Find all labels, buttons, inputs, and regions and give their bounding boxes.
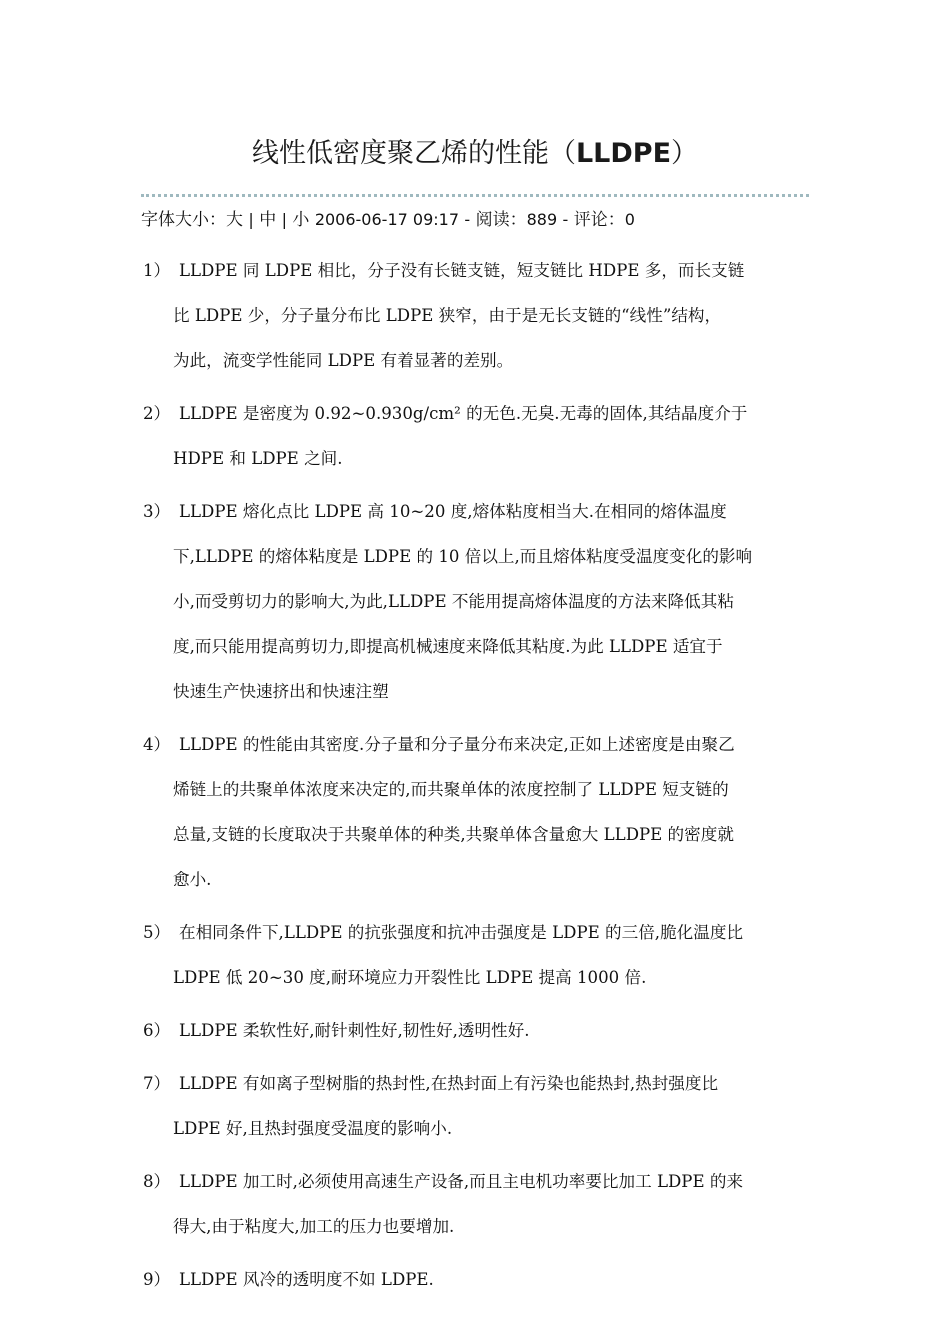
reads-count: 889 [526,210,558,229]
list-item-line: LLDPE 的性能由其密度.分子量和分子量分布来决定,正如上述密度是由聚乙 [179,735,735,754]
reads-label: 阅读： [475,210,527,230]
list-item-line: LLDPE 是密度为 0.92~0.930g/cm² 的无色.无臭.无毒的固体,其结晶度介于 [179,404,748,423]
list-item-line: 度,而只能用提高剪切力,即提高机械速度来降低其粘度.为此 LLDPE 适宜于 [173,637,723,656]
meta-dash: - [562,210,569,229]
list-item-number: 8） [143,1172,171,1191]
list-item-line: LLDPE 有如离子型树脂的热封性,在热封面上有污染也能热封,热封强度比 [179,1074,719,1093]
article-meta [141,206,635,234]
property-list [141,248,813,1310]
list-item-line: LLDPE 同 LDPE 相比，分子没有长链支链，短支链比 HDPE 多，而长支链 [179,261,745,280]
font-size-large-link[interactable]: 大 [226,210,243,230]
list-item-line: 烯链上的共聚单体浓度来决定的,而共聚单体的浓度控制了 LLDPE 短支链的 [173,780,729,799]
title-divider [141,194,809,197]
list-item-number: 7） [143,1074,171,1093]
list-item-number: 9） [143,1270,171,1289]
meta-separator: | [281,210,287,229]
list-item-number: 5） [143,923,171,942]
list-item [141,722,813,902]
list-item-line: LLDPE 熔化点比 LDPE 高 10~20 度,熔体粘度相当大.在相同的熔体温度 [179,502,727,521]
comments-label: 评论： [573,210,625,230]
list-item [141,1257,813,1302]
page-title [0,134,950,174]
font-size-small-link[interactable]: 小 [292,210,310,230]
meta-separator: | [248,210,254,229]
comments-count: 0 [624,210,635,229]
list-item-number: 2） [143,404,171,423]
list-item-number: 1） [143,261,171,280]
list-item-line: 小,而受剪切力的影响大,为此,LLDPE 不能用提高熔体温度的方法来降低其粘 [173,592,734,611]
title-close-paren: ） [671,138,699,169]
list-item-line: 为此，流变学性能同 LDPE 有着显著的差别。 [173,351,514,370]
list-item-line: 在相同条件下,LLDPE 的抗张强度和抗冲击强度是 LDPE 的三倍,脆化温度比 [179,923,744,942]
list-item [141,1008,813,1053]
list-item-number: 4） [143,735,171,754]
list-item-line: 下,LLDPE 的熔体粘度是 LDPE 的 10 倍以上,而且熔体粘度受温度变化的影响 [173,547,753,566]
list-item-line: 快速生产快速挤出和快速注塑 [173,682,389,701]
list-item-line: 愈小. [173,870,212,889]
list-item [141,391,813,481]
list-item-number: 3） [143,502,171,521]
list-item-line: LLDPE 柔软性好,耐针刺性好,韧性好,透明性好. [179,1021,530,1040]
list-item-line: 比 LDPE 少，分子量分布比 LDPE 狭窄，由于是无长支链的“线性”结构， [173,306,722,325]
list-item [141,1159,813,1249]
list-item-line: 得大,由于粘度大,加工的压力也要增加. [173,1217,455,1236]
list-item-number: 6） [143,1021,171,1040]
list-item-line: LDPE 低 20~30 度,耐环境应力开裂性比 LDPE 提高 1000 倍. [173,968,647,987]
list-item-line: LDPE 好,且热封强度受温度的影响小. [173,1119,453,1138]
font-size-medium-link[interactable]: 中 [259,210,277,230]
list-item [141,489,813,714]
title-latin: LLDPE [575,138,672,169]
list-item-line: LLDPE 加工时,必须使用高速生产设备,而且主电机功率要比加工 LDPE 的来 [179,1172,744,1191]
meta-dash: - [464,210,471,229]
list-item-line: HDPE 和 LDPE 之间. [173,449,343,468]
list-item [141,1061,813,1151]
post-datetime: 2006-06-17 09:17 [314,210,459,229]
list-item [141,910,813,1000]
font-size-label: 字体大小： [141,210,226,230]
list-item-line: 总量,支链的长度取决于共聚单体的种类,共聚单体含量愈大 LLDPE 的密度就 [173,825,734,844]
list-item [141,248,813,383]
title-open-paren: （ [548,138,576,169]
title-main: 线性低密度聚乙烯的性能 [251,138,549,169]
list-item-line: LLDPE 风冷的透明度不如 LDPE. [179,1270,434,1289]
